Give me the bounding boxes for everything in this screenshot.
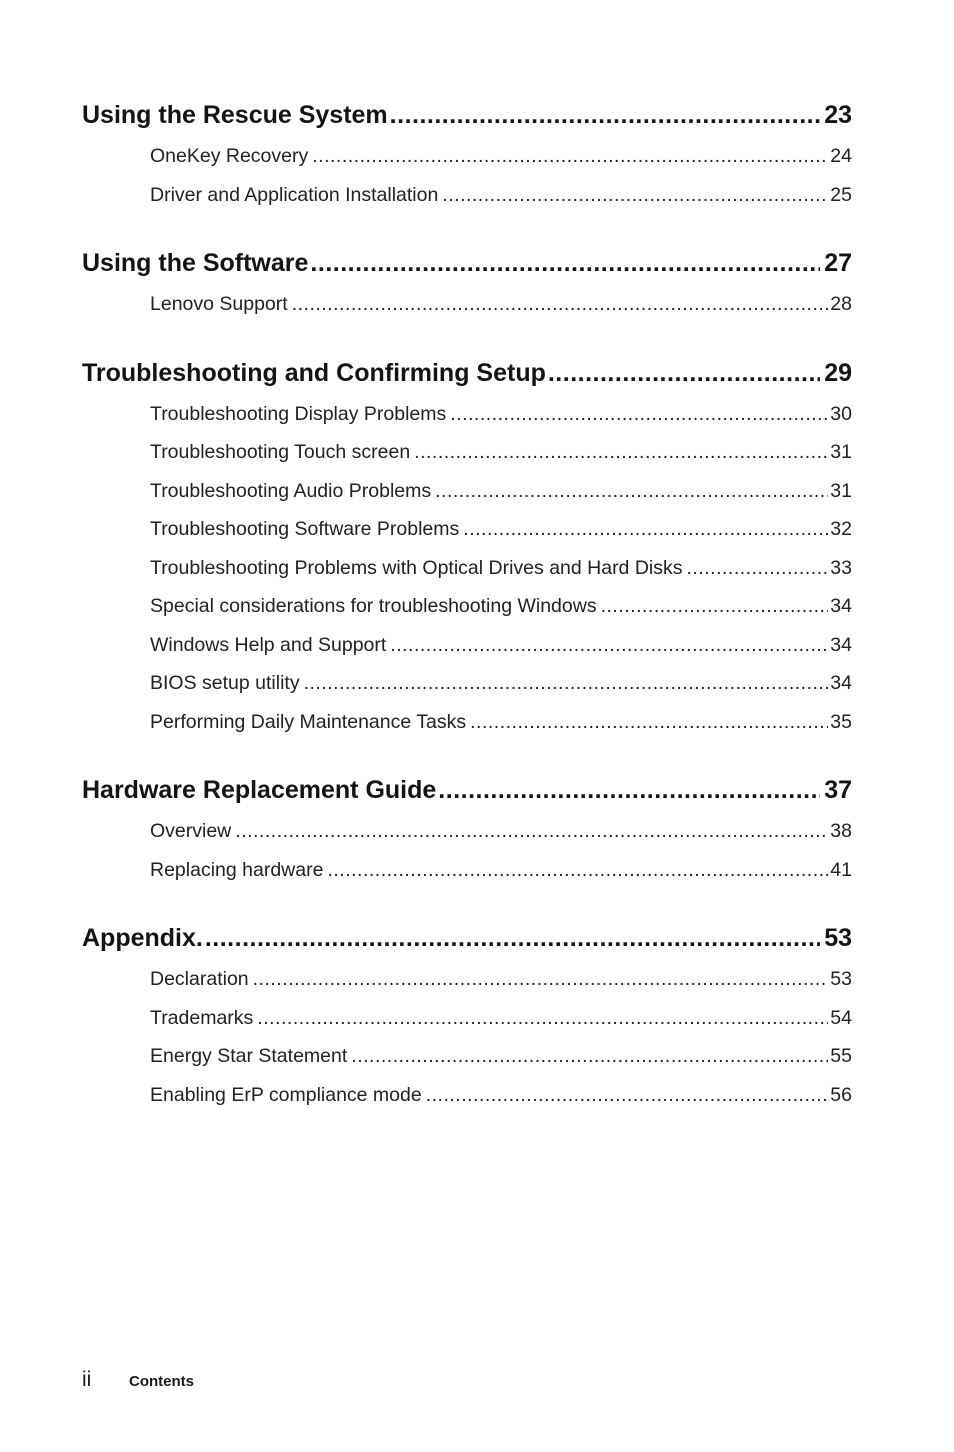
toc-entry-title: BIOS setup utility [150, 672, 300, 694]
toc-entry-title: Troubleshooting Problems with Optical Drives and Hard Disks [150, 556, 683, 579]
toc-entry-title: Windows Help and Support [150, 633, 387, 656]
toc-entry-title: Troubleshooting Audio Problems [150, 479, 432, 502]
dot-leader [426, 1076, 829, 1115]
toc-entry-title: Lenovo Support [150, 293, 288, 315]
toc-entry[interactable] [82, 960, 852, 999]
toc-entry-page: 54 [830, 1006, 852, 1029]
toc-chapter-entry[interactable] [82, 773, 852, 807]
toc-entry-page: 34 [830, 633, 852, 656]
page-footer [82, 1368, 194, 1392]
toc-entry[interactable] [82, 626, 852, 665]
dot-leader [257, 999, 828, 1038]
dot-leader [390, 98, 821, 132]
toc-chapter-title: Appendix. [82, 924, 203, 952]
toc-entry-title: Replacing hardware [150, 858, 324, 881]
toc-entry[interactable] [82, 703, 852, 742]
toc-entry-title: Energy Star Statement [150, 1045, 348, 1067]
toc-entry[interactable] [82, 137, 852, 176]
dot-leader [687, 549, 829, 588]
toc-section [82, 356, 852, 742]
dot-leader [390, 626, 828, 665]
dot-leader [235, 812, 828, 851]
dot-leader [253, 960, 829, 999]
dot-leader [438, 773, 820, 807]
toc-entry-page: 38 [830, 820, 852, 842]
toc-chapter-title: Using the Rescue System [82, 101, 388, 129]
toc-entry-title: Troubleshooting Touch screen [150, 441, 411, 463]
toc-entry-page: 25 [830, 183, 852, 206]
toc-entry[interactable] [82, 395, 852, 434]
dot-leader [463, 510, 828, 549]
dot-leader [310, 246, 820, 280]
toc-entry[interactable] [82, 1037, 852, 1076]
dot-leader [601, 587, 829, 626]
toc-chapter-page: 53 [824, 924, 852, 952]
toc-chapter-entry[interactable] [82, 356, 852, 390]
toc-entry-page: 53 [830, 968, 852, 990]
toc-entry[interactable] [82, 1076, 852, 1115]
toc-chapter-title: Using the Software [82, 249, 309, 277]
toc-entry-title: Performing Daily Maintenance Tasks [150, 710, 467, 733]
dot-leader [414, 433, 828, 472]
toc-section [82, 921, 852, 1114]
toc-entry-title: Trademarks [150, 1006, 254, 1029]
toc-chapter-title: Hardware Replacement Guide [82, 776, 437, 804]
toc-chapter-page: 23 [824, 101, 852, 129]
dot-leader [205, 921, 820, 955]
toc-entry[interactable] [82, 176, 852, 215]
toc-entry-title: Overview [150, 820, 232, 842]
toc-entry[interactable] [82, 285, 852, 324]
footer-label: Contents [129, 1373, 194, 1390]
toc-chapter-page: 37 [824, 776, 852, 804]
toc-entry-page: 30 [830, 402, 852, 425]
toc-entry[interactable] [82, 587, 852, 626]
toc-entry-title: Troubleshooting Software Problems [150, 518, 460, 540]
dot-leader [470, 703, 828, 742]
dot-leader [450, 395, 828, 434]
toc-entry-title: Enabling ErP compliance mode [150, 1083, 422, 1106]
toc-entry[interactable] [82, 812, 852, 851]
toc-entry[interactable] [82, 549, 852, 588]
toc-entry-title: OneKey Recovery [150, 145, 309, 167]
dot-leader [292, 285, 829, 324]
toc-chapter-page: 27 [824, 249, 852, 277]
toc-section [82, 98, 852, 214]
toc-entry-title: Troubleshooting Display Problems [150, 402, 447, 425]
toc-entry-page: 41 [830, 858, 852, 881]
toc-entry[interactable] [82, 851, 852, 890]
toc-entry-title: Special considerations for troubleshooting Windows [150, 595, 597, 617]
dot-leader [435, 472, 828, 511]
toc-entry-page: 24 [830, 145, 852, 167]
toc-entry-page: 34 [830, 595, 852, 617]
dot-leader [304, 664, 829, 703]
toc-entry-page: 28 [830, 293, 852, 315]
footer-page-number: ii [82, 1368, 92, 1391]
dot-leader [312, 137, 828, 176]
toc-entry-page: 56 [830, 1083, 852, 1106]
dot-leader [442, 176, 828, 215]
toc-section [82, 773, 852, 889]
toc-entry[interactable] [82, 472, 852, 511]
toc-chapter-title: Troubleshooting and Confirming Setup [82, 358, 546, 387]
toc-chapter-entry[interactable] [82, 921, 852, 955]
toc-entry-page: 34 [830, 672, 852, 694]
dot-leader [351, 1037, 828, 1076]
toc-chapter-entry[interactable] [82, 98, 852, 132]
toc-entry[interactable] [82, 510, 852, 549]
toc-entry-page: 35 [830, 710, 852, 733]
table-of-contents [82, 98, 852, 1114]
toc-entry-page: 33 [830, 556, 852, 579]
toc-entry[interactable] [82, 664, 852, 703]
toc-entry-title: Declaration [150, 968, 249, 990]
toc-section [82, 246, 852, 324]
toc-entry-page: 55 [830, 1045, 852, 1067]
dot-leader [548, 356, 820, 390]
toc-entry-page: 32 [830, 518, 852, 540]
toc-entry-page: 31 [830, 441, 852, 463]
toc-chapter-page: 29 [824, 358, 852, 387]
toc-entry[interactable] [82, 433, 852, 472]
toc-chapter-entry[interactable] [82, 246, 852, 280]
toc-entry-page: 31 [830, 479, 852, 502]
toc-entry[interactable] [82, 999, 852, 1038]
dot-leader [327, 851, 828, 890]
toc-entry-title: Driver and Application Installation [150, 183, 439, 206]
